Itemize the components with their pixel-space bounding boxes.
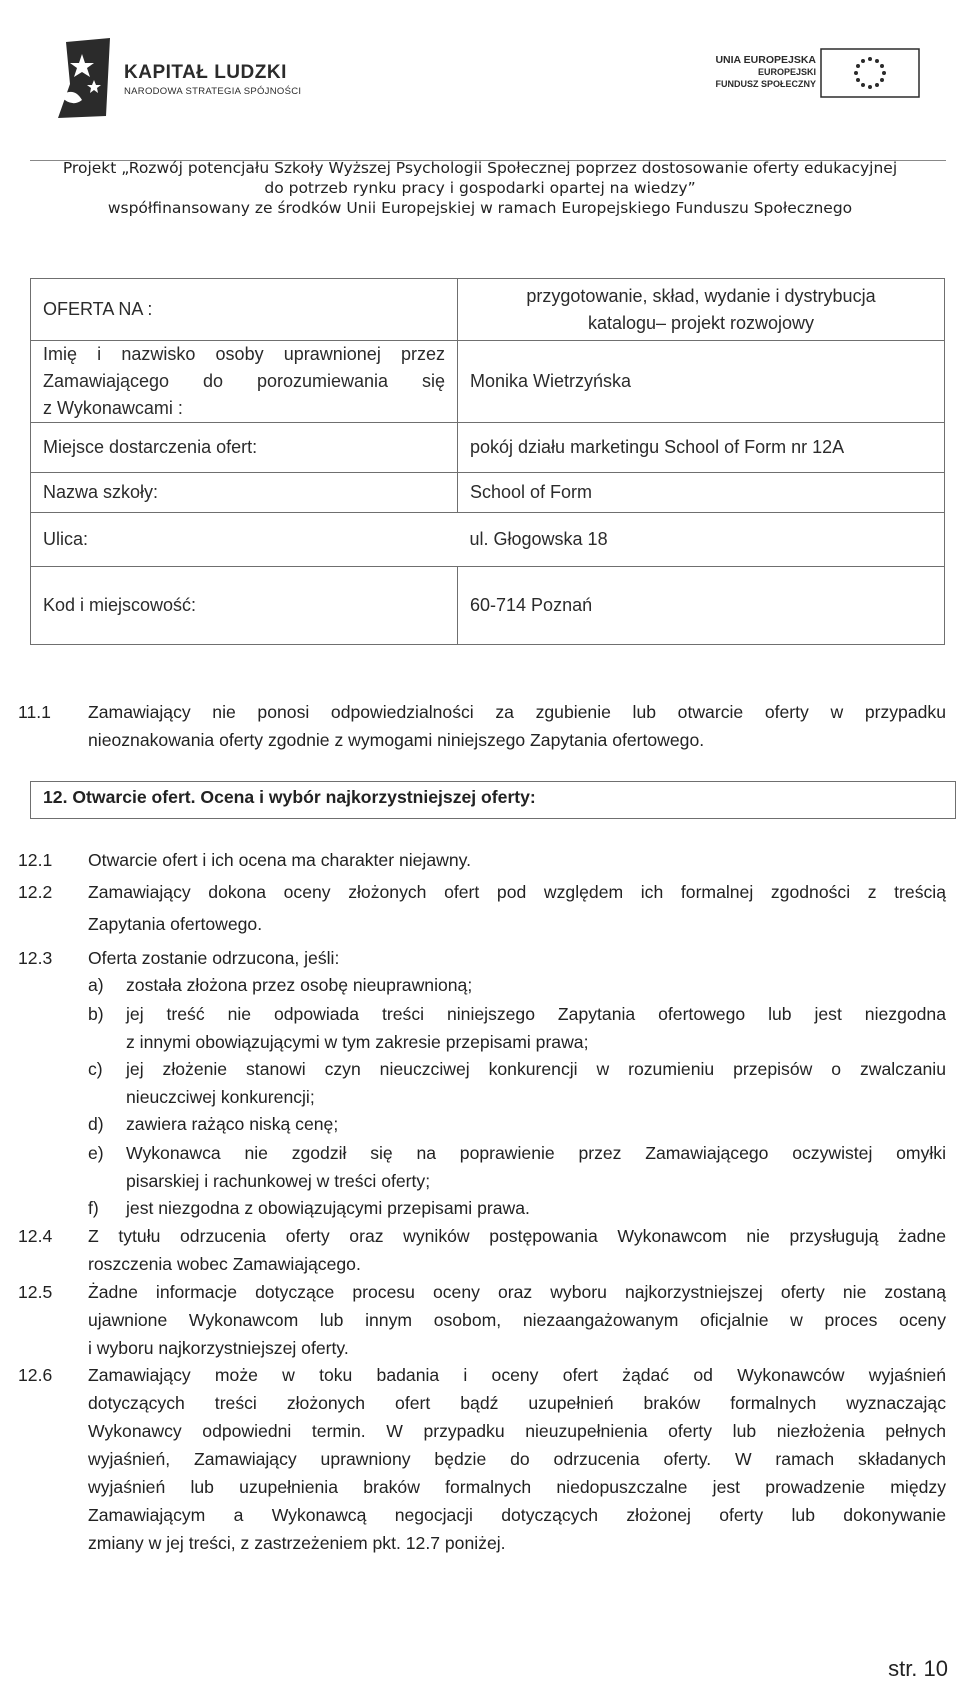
section-12-header-box [30, 781, 956, 819]
place-label: Miejsce dostarczenia ofert: [31, 423, 458, 473]
offer-info-table [30, 278, 945, 645]
contact-label [31, 341, 458, 423]
list-item-e-letter: e) [88, 1143, 104, 1163]
contact-label-line-2: Zamawiającego do porozumiewania się [43, 371, 445, 391]
section-12-2-line-1: Zamawiający dokona oceny złożonych ofert pod względem ich formalnej zgodności z treścią [88, 882, 946, 902]
list-item-e-line-1: Wykonawca nie zgodził się na poprawienie przez Zamawiającego oczywistej omyłki [126, 1143, 946, 1163]
section-12-5-line-1: Żadne informacje dotyczące procesu oceny oraz wyboru najkorzystniejszej oferty nie zostaną [88, 1282, 946, 1302]
contact-value: Monika Wietrzyńska [458, 341, 945, 423]
section-12-5-line-3: i wyboru najkorzystniejszej oferty. [88, 1338, 349, 1358]
section-12-1-number: 12.1 [18, 850, 53, 870]
contact-label-line-1: Imię i nazwisko osoby uprawnionej przez [43, 344, 445, 364]
list-item-b-line-2: z innymi obowiązującymi w tym zakresie przepisami prawa; [126, 1032, 589, 1052]
kapital-ludzki-title: KAPITAŁ LUDZKI [124, 62, 287, 83]
section-12-6-line-4: wyjaśnień, Zamawiający uprawniony będzie do odrzucenia oferty. W ramach składanych [88, 1449, 946, 1469]
section-12-3-intro: Oferta zostanie odrzucona, jeśli: [88, 948, 340, 968]
table-row-offer [31, 279, 945, 341]
section-12-title: 12. Otwarcie ofert. Ocena i wybór najkorzystniejszej oferty: [43, 787, 536, 807]
section-12-6-line-6: Zamawiającym a Wykonawcą negocjacji dotyczących złożonej oferty lub dokonywanie [88, 1505, 946, 1525]
section-11-1-line-1: Zamawiający nie ponosi odpowiedzialności za zgubienie lub otwarcie oferty w przypadku [88, 702, 946, 722]
kapital-ludzki-subtitle: NARODOWA STRATEGIA SPÓJNOŚCI [124, 86, 302, 97]
section-12-5-number: 12.5 [18, 1282, 53, 1302]
list-item-c-line-2: nieuczciwej konkurencji; [126, 1087, 315, 1107]
eu-logo-text [715, 54, 816, 90]
eu-logo-line2: EUROPEJSKI [757, 67, 816, 77]
kapital-ludzki-logo [52, 36, 312, 120]
table-row-contact [31, 341, 945, 423]
section-12-6-line-1: Zamawiający może w toku badania i oceny ofert żądać od Wykonawców wyjaśnień [88, 1365, 946, 1385]
list-item-a-letter: a) [88, 975, 104, 995]
offer-value-line-2: katalogu– projekt rozwojowy [587, 312, 815, 333]
eu-logo [715, 46, 920, 102]
section-12-4-line-2: roszczenia wobec Zamawiającego. [88, 1254, 361, 1274]
section-12-6-line-7: zmiany w jej treści, z zastrzeżeniem pkt. 12.7 poniżej. [88, 1533, 506, 1553]
list-item-c-letter: c) [88, 1059, 103, 1079]
section-12-body [0, 846, 960, 1566]
table-row-city [31, 567, 945, 645]
section-12-6-line-5: wyjaśnień lub uzupełnienia braków formalnych niedopuszczalne jest prowadzenie między [88, 1477, 946, 1497]
kapital-ludzki-emblem-icon [52, 36, 114, 120]
eu-logo-line3: FUNDUSZ SPOŁECZNY [715, 79, 816, 89]
school-value: School of Form [458, 473, 945, 513]
table-row-school [31, 473, 945, 513]
section-11-1 [0, 698, 960, 758]
section-12-5-line-2: ujawnione Wykonawcom lub innym osobom, niezaangażowanym oficjalnie w proces oceny [88, 1310, 946, 1330]
list-item-e-line-2: pisarskiej i rachunkowej w treści oferty; [126, 1171, 431, 1191]
school-label: Nazwa szkoły: [31, 473, 458, 513]
table-row-place [31, 423, 945, 473]
section-11-1-number: 11.1 [18, 702, 51, 722]
list-item-d-text: zawiera rażąco niską cenę; [126, 1114, 339, 1134]
city-value: 60-714 Poznań [458, 567, 945, 645]
section-12-4-number: 12.4 [18, 1226, 53, 1246]
city-label: Kod i miejscowość: [31, 567, 458, 645]
offer-value-line-1: przygotowanie, skład, wydanie i dystrybucja [526, 285, 876, 306]
section-12-6-line-3: Wykonawcy odpowiedni termin. W przypadku nieuzupełnienia oferty lub niezłożenia pełnych [88, 1421, 946, 1441]
section-12-2-number: 12.2 [18, 882, 53, 902]
place-value: pokój działu marketingu School of Form nr 12A [458, 423, 945, 473]
street-label: Ulica: [31, 513, 458, 567]
section-12-3-number: 12.3 [18, 948, 53, 968]
list-item-a-text: została złożona przez osobę nieuprawnioną; [126, 975, 473, 995]
offer-value [458, 279, 945, 341]
eu-logo-line1: UNIA EUROPEJSKA [715, 54, 816, 66]
eu-flag-icon [820, 48, 920, 98]
table-row-street [31, 513, 945, 567]
list-item-d-letter: d) [88, 1114, 104, 1134]
list-item-b-letter: b) [88, 1004, 104, 1024]
section-12-1-text: Otwarcie ofert i ich ocena ma charakter niejawny. [88, 850, 471, 870]
list-item-f-letter: f) [88, 1198, 99, 1218]
section-12-4-line-1: Z tytułu odrzucenia oferty oraz wyników postępowania Wykonawcom nie przysługują żadne [88, 1226, 946, 1246]
banner-line-1: Projekt „Rozwój potencjału Szkoły Wyższej Psychologii Społecznej poprzez dostosowanie oferty edukacyjnej [62, 159, 898, 177]
page-number: str. 10 [888, 1656, 948, 1681]
contact-label-line-3: z Wykonawcami : [43, 398, 183, 418]
banner-line-2: do potrzeb rynku pracy i gospodarki opartej na wiedzy” [264, 179, 696, 197]
offer-label: OFERTA NA : [31, 279, 458, 341]
section-12-2-line-2: Zapytania ofertowego. [88, 914, 263, 934]
list-item-c-line-1: jej złożenie stanowi czyn nieuczciwej konkurencji w rozumieniu przepisów o zwalczaniu [126, 1059, 946, 1079]
section-12-6-line-2: dotyczących treści złożonych ofert bądź uzupełnień braków formalnych wyznaczając [88, 1393, 946, 1413]
street-value: ul. Głogowska 18 [458, 513, 945, 567]
list-item-b-line-1: jej treść nie odpowiada treści niniejszego Zapytania ofertowego lub jest niezgodna [126, 1004, 946, 1024]
list-item-f-text: jest niezgodna z obowiązującymi przepisami prawa. [126, 1198, 530, 1218]
project-banner [0, 158, 960, 218]
banner-line-3: współfinansowany ze środków Unii Europejskiej w ramach Europejskiego Funduszu Społecznego [107, 199, 853, 217]
section-11-1-line-2: nieoznakowania oferty zgodnie z wymogami niniejszego Zapytania ofertowego. [88, 730, 705, 750]
section-12-6-number: 12.6 [18, 1365, 53, 1385]
